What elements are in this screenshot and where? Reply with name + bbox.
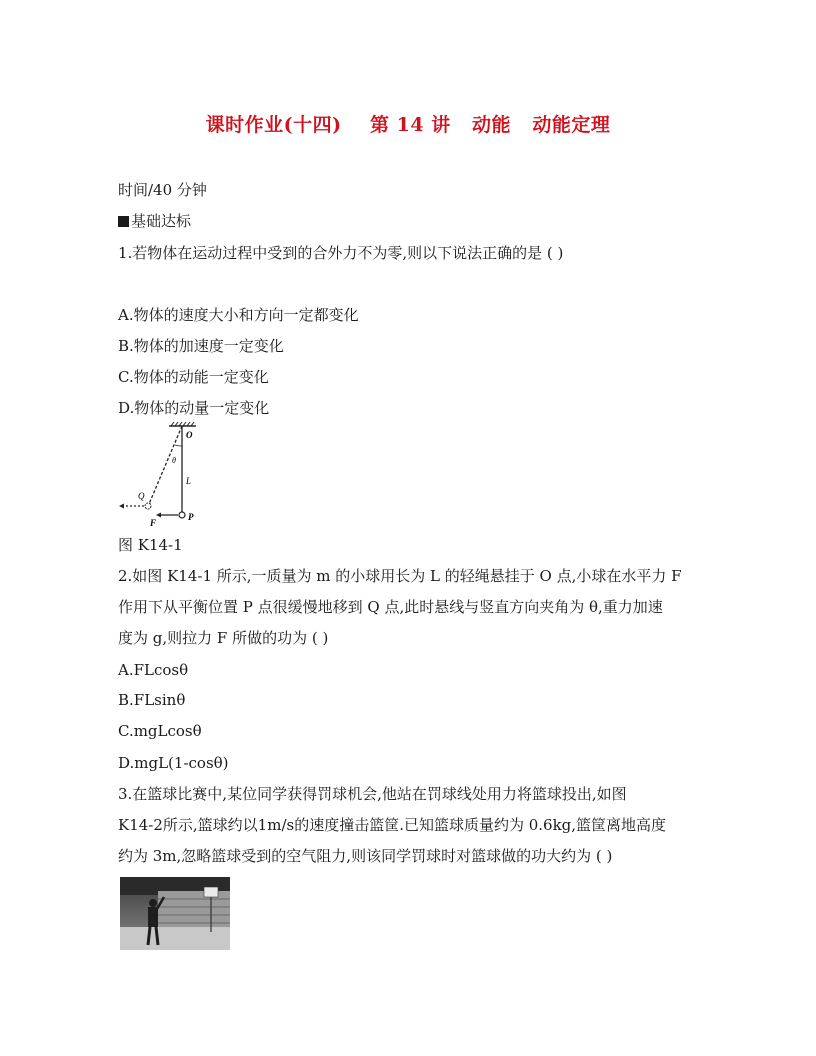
photo-player-leg-left	[148, 927, 150, 945]
q2-option-a: A.FLcosθ	[118, 661, 189, 679]
q3-stem-line3: 约为 3m,忽略篮球受到的空气阻力,则该同学罚球时对篮球做的功大约为 ( )	[118, 847, 613, 865]
q3-stem-line2: K14-2所示,篮球约以1m/s的速度撞击篮筐.已知篮球质量约为 0.6kg,篮筐离地高度	[118, 816, 667, 834]
q1-option-a: A.物体的速度大小和方向一定都变化	[118, 306, 359, 324]
ball-q	[145, 503, 151, 509]
label-l: L	[186, 476, 192, 486]
label-f: F	[150, 518, 157, 528]
rope-displaced	[149, 426, 182, 504]
time-limit: 时间/40 分钟	[118, 181, 207, 199]
photo-backboard	[204, 887, 218, 897]
q2-option-b: B.FLsinθ	[118, 691, 186, 709]
basketball-photo	[120, 877, 230, 950]
label-theta: θ	[172, 456, 176, 465]
q1-stem: 1.若物体在运动过程中受到的合外力不为零,则以下说法正确的是 ( )	[118, 244, 564, 262]
ball-p	[179, 512, 185, 518]
label-q: Q	[138, 491, 145, 501]
q3-stem-line1: 3.在篮球比赛中,某位同学获得罚球机会,他站在罚球线处用力将篮球投出,如图	[118, 785, 627, 803]
q1-option-d: D.物体的动量一定变化	[118, 399, 270, 417]
theta-arc	[175, 445, 182, 446]
photo-player-body	[148, 907, 158, 927]
photo-player-head	[149, 899, 157, 907]
page-title: 课时作业(十四) 第 14 讲 动能 动能定理	[205, 114, 611, 136]
q2-option-c: C.mgLcosθ	[118, 722, 202, 740]
pendulum-figure	[114, 420, 204, 530]
section-heading-label: 基础达标	[131, 212, 192, 230]
q2-option-d: D.mgL(1-cosθ)	[118, 754, 229, 772]
photo-court	[120, 927, 230, 950]
photo-building	[158, 891, 230, 927]
q1-option-b: B.物体的加速度一定变化	[118, 337, 284, 355]
photo-player-leg-right	[156, 927, 158, 945]
q2-stem-line1: 2.如图 K14-1 所示,一质量为 m 的小球用长为 L 的轻绳悬挂于 O 点,小球在水平力 F	[118, 567, 682, 585]
label-o: O	[186, 430, 193, 440]
q2-stem-line2: 作用下从平衡位置 P 点很缓慢地移到 Q 点,此时悬线与竖直方向夹角为 θ,重力加速	[118, 598, 663, 616]
section-heading	[118, 211, 191, 231]
q2-stem-line3: 度为 g,则拉力 F 所做的功为 ( )	[118, 629, 329, 647]
label-p: P	[188, 512, 194, 522]
force-arrowhead-q	[119, 504, 124, 509]
figure1-caption: 图 K14-1	[118, 536, 183, 554]
q1-option-c: C.物体的动能一定变化	[118, 368, 269, 386]
force-arrowhead-f	[156, 513, 161, 518]
